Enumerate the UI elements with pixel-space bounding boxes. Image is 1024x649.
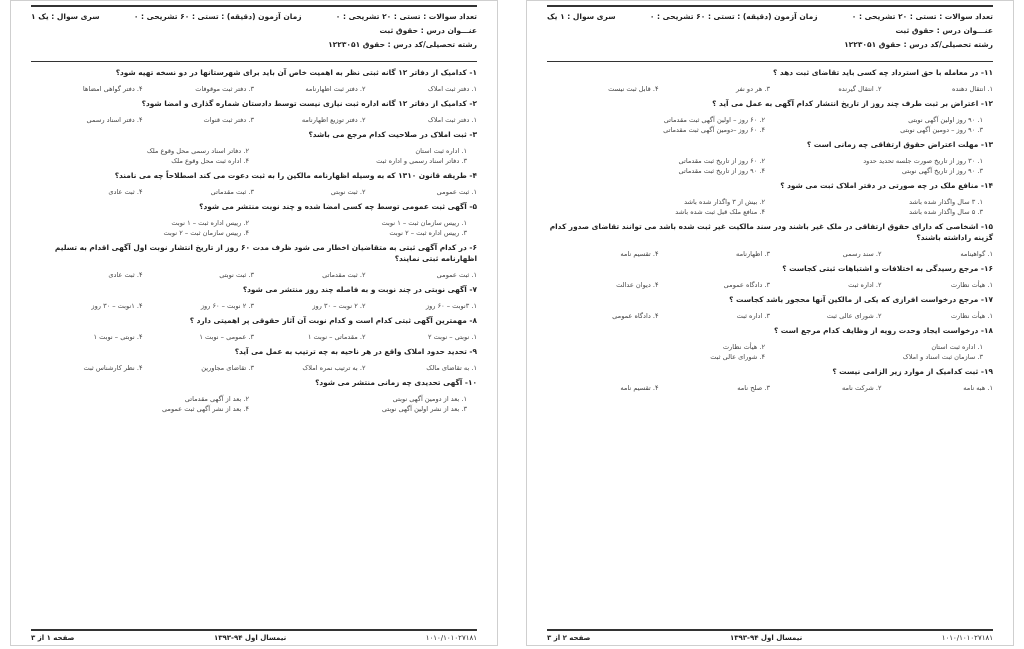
exam-page-1 [10, 0, 498, 646]
header-bottom-rule [31, 61, 477, 62]
question-3 [31, 129, 477, 166]
option-3[interactable]: ۳. ثبت مقدماتی [210, 188, 254, 196]
option-1[interactable]: ۱. دفتر ثبت املاک [427, 85, 477, 93]
option-4[interactable]: ۴. منافع ملک قبل ثبت شده باشد [675, 208, 765, 216]
footer-semester: نیمسال اول ۹۴-۱۳۹۳ [213, 634, 287, 642]
option-4[interactable]: ۴. شورای عالی ثبت [710, 353, 765, 361]
option-3[interactable]: ۳. دفتر ثبت قنوات [203, 116, 254, 124]
option-2[interactable]: ۲. شورای عالی ثبت [826, 312, 882, 320]
questions-list [31, 67, 477, 418]
option-3[interactable]: ۳. ۵ سال واگذار شده باشد [909, 208, 983, 216]
option-2[interactable]: ۲. مقدماتی – نوبت ۱ [307, 333, 366, 341]
major-code: رشته تحصیلی/کد درس : حقوق ۱۲۲۳۰۵۱ [844, 39, 993, 49]
question-text: ۴- طریقه قانون ۱۳۱۰ که به وسیله اظهارنامه مالکین را به ثبت دعوت می کند اصطلاحاً چه می نامند؟ [114, 171, 477, 180]
footer-code: ۱۰۱۰/۱۰۱۰۲۷۱۸۱ [425, 634, 477, 642]
question-text: ۳- ثبت املاک در صلاحیت کدام مرجع می باشد؟ [308, 130, 477, 139]
question-text: ۱۱- در معامله با حق استرداد چه کسی باید تقاضای ثبت دهد ؟ [772, 68, 993, 77]
option-2[interactable]: ۲. اداره ثبت [848, 281, 882, 289]
exam-time-label: زمان آزمون (دقیقه) : تستی : ۶۰ تشریحی : ۰ [649, 11, 818, 21]
option-3[interactable]: ۳. دادگاه عمومی [723, 281, 770, 289]
option-3[interactable]: ۳. اداره ثبت [736, 312, 770, 320]
option-3[interactable]: ۳. ثبت نوبتی [219, 271, 254, 279]
question-text: ۱۳- مهلت اعتراض حقوق ارتفاقی چه زمانی است ؟ [806, 140, 993, 149]
option-4[interactable]: ۴. تقسیم نامه [620, 250, 659, 258]
option-3[interactable]: ۳. ۹۰ روز – دومین آگهی نوبتی [900, 126, 983, 134]
option-1[interactable]: ۱. ۳۰ روز از تاریخ صورت جلسه تحدید حدود [863, 157, 983, 165]
option-4[interactable]: ۴. تقسیم نامه [620, 384, 659, 392]
page-header [547, 9, 993, 61]
option-3[interactable]: ۳. اظهارنامه [736, 250, 770, 258]
question-9 [31, 346, 477, 373]
option-2[interactable]: ۲. ثبت نوبتی [330, 188, 366, 196]
question-count-label: تعداد سوالات : تستی : ۲۰ تشریحی : ۰ [851, 11, 993, 21]
questions-list [547, 67, 993, 397]
option-2[interactable]: ۲. انتقال گیرنده [838, 85, 882, 93]
option-4[interactable]: ۴. دفتر اسناد رسمی [86, 116, 143, 124]
header-bottom-rule [547, 61, 993, 62]
footer-page-number: صفحه ۲ از ۳ [547, 634, 591, 642]
option-4[interactable]: ۴. ثبت عادی [108, 188, 143, 196]
option-1[interactable]: ۱. انتقال دهنده [952, 85, 993, 93]
question-text: ۱۴- منافع ملک در چه صورتی در دفتر املاک ثبت می شود ؟ [780, 181, 993, 190]
option-1[interactable]: ۱. بعد از دومین آگهی نوبتی [392, 395, 467, 403]
option-2[interactable]: ۲. دفتر ثبت اظهارنامه [305, 85, 366, 93]
option-4[interactable]: ۴. دادگاه عمومی [612, 312, 659, 320]
question-text: ۱۸- درخواست ایجاد وحدت رویه از وظایف کدام مرجع است ؟ [773, 326, 993, 335]
question-19 [547, 366, 993, 393]
option-2[interactable]: ۲. ۶۰ روز – اولین آگهی ثبت مقدماتی [663, 116, 765, 124]
question-text: ۱۷- مرجع درخواست افرازی که یکی از مالکین آنها محجور باشد کجاست ؟ [729, 295, 993, 304]
option-1[interactable]: ۱. هبه نامه [963, 384, 993, 392]
option-4[interactable]: ۴. ثبت عادی [108, 271, 143, 279]
exam-page-2 [526, 0, 1014, 646]
option-3[interactable]: ۳. تقاضای مجاورین [201, 364, 254, 372]
option-4[interactable]: ۴. نوبتی – نوبت ۱ [93, 333, 143, 341]
option-1[interactable]: ۱. ثبت عمومی [436, 271, 477, 279]
option-1[interactable]: ۱. به تقاضای مالک [426, 364, 477, 372]
series-label: سری سوال : یک ۱ [31, 11, 100, 21]
header-top-rule [547, 5, 993, 7]
question-count-label: تعداد سوالات : تستی : ۲۰ تشریحی : ۰ [335, 11, 477, 21]
question-11 [547, 67, 993, 94]
option-3[interactable]: ۳. بعد از نشر اولین آگهی نوبتی [381, 405, 467, 413]
option-1[interactable]: ۱. هیأت نظارت [950, 281, 993, 289]
question-10 [31, 377, 477, 414]
question-6 [31, 242, 477, 280]
question-text: ۷- آگهی نوبتی در چند نوبت و به فاصله چند روز منتشر می شود؟ [242, 285, 477, 294]
major-code: رشته تحصیلی/کد درس : حقوق ۱۲۲۳۰۵۱ [328, 39, 477, 49]
option-1[interactable]: ۱. ۳نوبت – ۶۰ روز [425, 302, 477, 310]
question-text: ۱- کدامیک از دفاتر ۱۲ گانه ثبتی نظر به اهمیت خاص آن باید برای شهرستانها در دو نسخه تهیه شود؟ [115, 68, 477, 77]
option-2[interactable]: ۲. رییس اداره ثبت – ۱ نوبت [171, 219, 249, 227]
question-text: ۵- آگهی ثبت عمومی توسط چه کسی امضا شده و چند نوبت منتشر می شود؟ [199, 202, 477, 211]
option-3[interactable]: ۳. دفاتر اسناد رسمی و اداره ثبت [376, 157, 467, 165]
question-text: ۱۵- اشخاصی که دارای حقوق ارتفاقی در ملک غیر باشند ودر سند مالکیت غیر ثبت شده باشد می توانند تقاضای صدور کدام گزینه راداشته باشند؟ [549, 222, 993, 242]
option-4[interactable]: ۴. ۶۰ روز –دومین آگهی ثبت مقدماتی [663, 126, 765, 134]
option-4[interactable]: ۴. نظر کارشناس ثبت [83, 364, 143, 372]
option-3[interactable]: ۳. رییس اداره ثبت – ۲ نوبت [389, 229, 467, 237]
question-text: ۲- کدامیک از دفاتر ۱۲ گانه اداره ثبت نیازی نیست توسط دادستان شماره گذاری و امضا شود؟ [141, 99, 477, 108]
footer-page-number: صفحه ۱ از ۳ [31, 634, 75, 642]
option-1[interactable]: ۱. رییس سازمان ثبت – ۱ نوبت [381, 219, 467, 227]
exam-time-label: زمان آزمون (دقیقه) : تستی : ۶۰ تشریحی : ۰ [133, 11, 302, 21]
question-4 [31, 170, 477, 197]
option-4[interactable]: ۴. اداره ثبت محل وقوع ملک [171, 157, 249, 165]
option-1[interactable]: ۱. ۳ سال واگذار شده باشد [909, 198, 983, 206]
option-4[interactable]: ۴. قابل ثبت نیست [608, 85, 659, 93]
footer-semester: نیمسال اول ۹۴-۱۳۹۳ [729, 634, 803, 642]
question-7 [31, 284, 477, 311]
option-2[interactable]: ۲. ثبت مقدماتی [322, 271, 366, 279]
option-2[interactable]: ۲. ۲ نوبت – ۳۰ روز [312, 302, 366, 310]
question-17 [547, 294, 993, 321]
footer-code: ۱۰۱۰/۱۰۱۰۲۷۱۸۱ [941, 634, 993, 642]
option-4[interactable]: ۴. ۹۰ روز از تاریخ ثبت مقدماتی [678, 167, 765, 175]
question-text: ۱۲- اعتراض بر ثبت طرف چند روز از تاریخ انتشار کدام آگهی به عمل می آید ؟ [712, 99, 993, 108]
option-2[interactable]: ۲. شرکت نامه [841, 384, 882, 392]
option-3[interactable]: ۳. دفتر ثبت موقوفات [195, 85, 254, 93]
option-2[interactable]: ۲. دفاتر اسناد رسمی محل وقوع ملک [146, 147, 249, 155]
option-3[interactable]: ۳. ۲ نوبت – ۶۰ روز [200, 302, 254, 310]
option-4[interactable]: ۴. دیوان عدالت [616, 281, 659, 289]
option-1[interactable]: ۱. ۹۰ روز اولین آگهی نوبتی [908, 116, 983, 124]
option-1[interactable]: ۱. دفتر ثبت املاک [427, 116, 477, 124]
option-2[interactable]: ۲. به ترتیب نمره املاک [302, 364, 366, 372]
option-2[interactable]: ۲. سند رسمی [842, 250, 882, 258]
option-3[interactable]: ۳. سازمان ثبت اسناد و املاک [902, 353, 983, 361]
course-title: عنـــوان درس : حقوق ثبت [379, 25, 477, 35]
option-3[interactable]: ۳. عمومی – نوبت ۱ [199, 333, 254, 341]
option-1[interactable]: ۱. نوبتی – نوبت ۲ [428, 333, 477, 341]
question-2 [31, 98, 477, 125]
question-13 [547, 139, 993, 176]
option-3[interactable]: ۳. ۹۰ روز از تاریخ آگهی نوبتی [901, 167, 983, 175]
question-14 [547, 180, 993, 217]
question-18 [547, 325, 993, 362]
option-1[interactable]: ۱. اداره ثبت استان [931, 343, 983, 351]
option-4[interactable]: ۴. دفتر گواهی امضاها [82, 85, 143, 93]
option-2[interactable]: ۲. بعد از آگهی مقدماتی [184, 395, 249, 403]
question-text: ۶- در کدام آگهی ثبتی به متقاضیان اخطار می شود ظرف مدت ۶۰ روز از تاریخ انتشار نوبت اول آگهی اقدام به تسلیم اظهارنامه ثبتی نمایند؟ [54, 243, 477, 263]
question-5 [31, 201, 477, 238]
question-15 [547, 221, 993, 259]
page-header [31, 9, 477, 61]
page-footer [31, 629, 477, 645]
option-4[interactable]: ۴. ۱نوبت – ۳۰ روز [91, 302, 143, 310]
option-2[interactable]: ۲. بیش از ۳ واگذار شده باشد [684, 198, 765, 206]
question-8 [31, 315, 477, 342]
question-text: ۱۶- مرجع رسیدگی به اختلافات و اشتباهات ثبتی کجاست ؟ [782, 264, 993, 273]
option-2[interactable]: ۲. ۶۰ روز از تاریخ ثبت مقدماتی [678, 157, 765, 165]
series-label: سری سوال : ۱ یک [547, 11, 616, 21]
option-2[interactable]: ۲. دفتر توزیع اظهارنامه [301, 116, 366, 124]
question-text: ۱۹- ثبت کدامیک از موارد زیر الزامی نیست ؟ [832, 367, 993, 376]
option-3[interactable]: ۳. هر دو نفر [736, 85, 770, 93]
question-1 [31, 67, 477, 94]
option-2[interactable]: ۲. هیأت نظارت [722, 343, 765, 351]
question-text: ۱۰- آگهی تحدیدی چه زمانی منتشر می شود؟ [315, 378, 477, 387]
page-footer [547, 629, 993, 645]
course-title: عنـــوان درس : حقوق ثبت [895, 25, 993, 35]
option-1[interactable]: ۱. اداره ثبت استان [415, 147, 467, 155]
option-3[interactable]: ۳. صلح نامه [737, 384, 770, 392]
option-1[interactable]: ۱. هیأت نظارت [950, 312, 993, 320]
option-1[interactable]: ۱. ثبت عمومی [436, 188, 477, 196]
option-1[interactable]: ۱. گواهینامه [960, 250, 993, 258]
option-4[interactable]: ۴. بعد از نشر آگهی ثبت عمومی [161, 405, 249, 413]
option-4[interactable]: ۴. رییس سازمان ثبت – ۲ نوبت [163, 229, 249, 237]
question-text: ۸- مهمترین آگهی ثبتی کدام است و کدام نوبت آن آثار حقوقی پر اهمیتی دارد ؟ [189, 316, 477, 325]
question-text: ۹- تحدید حدود املاک واقع در هر ناحیه به چه ترتیب به عمل می آید؟ [234, 347, 477, 356]
header-top-rule [31, 5, 477, 7]
question-12 [547, 98, 993, 135]
question-16 [547, 263, 993, 290]
